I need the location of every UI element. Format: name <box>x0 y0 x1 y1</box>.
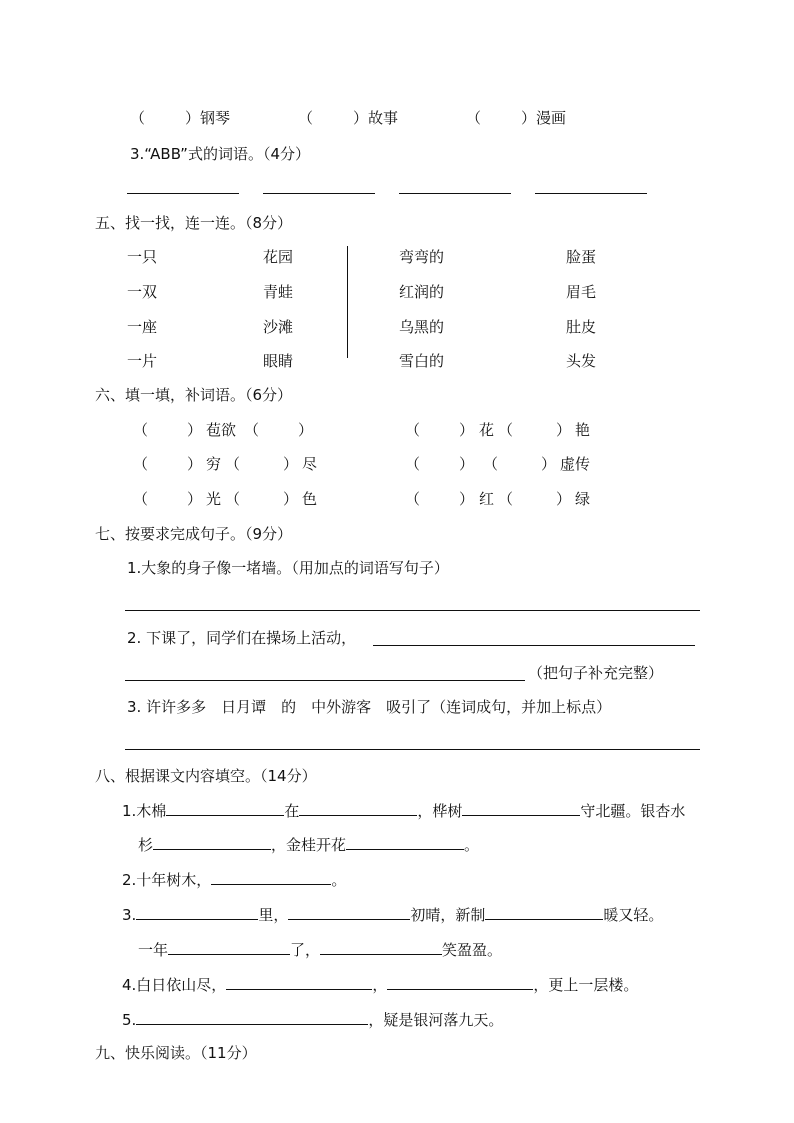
section6-heading: 六、填一填，补词语。（6分） <box>95 386 293 404</box>
section8-heading: 八、根据课文内容填空。（14分） <box>95 767 317 785</box>
blank-1b[interactable] <box>299 801 417 816</box>
match-noun-3: 沙滩 <box>263 318 294 336</box>
match-adj-1: 弯弯的 <box>399 248 445 266</box>
blank-5a[interactable] <box>168 940 290 955</box>
match-part-2: 眉毛 <box>566 283 597 301</box>
section7-heading: 七、按要求完成句子。（9分） <box>95 525 293 543</box>
recite-line-3: 2.十年树木， 。 <box>122 871 347 889</box>
abb-blank-3[interactable] <box>399 193 511 194</box>
blank-1a[interactable] <box>166 801 284 816</box>
match-divider <box>347 246 348 358</box>
abb-blank-2[interactable] <box>263 193 375 194</box>
recite-line-6: 4.白日依山尽， ， ，更上一层楼。 <box>122 976 639 994</box>
section5-heading: 五、找一找，连一连。（8分） <box>95 214 293 232</box>
blank-2b[interactable] <box>346 835 464 850</box>
answer-line-q2b[interactable] <box>125 680 525 681</box>
idiom-1b-b: 艳 <box>575 421 591 439</box>
recite-line-1: 1.木棉 在 ，桦树 守北疆。银杏水 <box>122 802 686 820</box>
blank-6b[interactable] <box>387 975 533 990</box>
abb-blank-1[interactable] <box>127 193 239 194</box>
blank-2a[interactable] <box>153 835 271 850</box>
fill-row-instruments: （ ）钢琴 <box>130 109 231 127</box>
answer-line-q3[interactable] <box>125 749 700 750</box>
blank-7a[interactable] <box>136 1010 368 1025</box>
blank-3a[interactable] <box>211 870 331 885</box>
word-piano: 钢琴 <box>200 109 231 127</box>
match-adj-2: 红润的 <box>399 283 445 301</box>
match-left-3: 一座 <box>127 318 158 336</box>
sentence-q3: 3. 许许多多 日月谭 的 中外游客 吸引了（连词成句，并加上标点） <box>127 698 612 716</box>
blank-1c[interactable] <box>462 801 580 816</box>
match-left-1: 一只 <box>127 248 158 266</box>
idiom-1a: 苞欲 <box>206 421 237 439</box>
idiom-2b: 虚传 <box>560 455 591 473</box>
match-part-3: 肚皮 <box>566 318 597 336</box>
idiom-3a-a: 光 <box>206 490 222 508</box>
abb-blank-4[interactable] <box>535 193 647 194</box>
blank-6a[interactable] <box>226 975 372 990</box>
answer-line-q1[interactable] <box>125 610 700 611</box>
match-adj-4: 雪白的 <box>399 352 445 370</box>
match-part-4: 头发 <box>566 352 597 370</box>
match-part-1: 脸蛋 <box>566 248 597 266</box>
blank-4a[interactable] <box>136 905 258 920</box>
recite-line-7: 5. ，疑是银河落九天。 <box>122 1011 504 1029</box>
match-noun-1: 花园 <box>263 248 294 266</box>
recite-line-5: 一年 了， 笑盈盈。 <box>138 941 503 959</box>
abb-prompt: 3.“ABB”式的词语。（4分） <box>130 145 310 163</box>
match-noun-4: 眼睛 <box>263 352 294 370</box>
blank-4c[interactable] <box>485 905 603 920</box>
blank-4b[interactable] <box>288 905 410 920</box>
match-left-4: 一片 <box>127 352 158 370</box>
match-left-2: 一双 <box>127 283 158 301</box>
sentence-q2: 2. 下课了，同学们在操场上活动， <box>127 629 357 647</box>
idiom-3b-b: 绿 <box>575 490 591 508</box>
sentence-q2-note: （把句子补充完整） <box>528 664 664 682</box>
match-noun-2: 青蛙 <box>263 283 294 301</box>
idiom-2a-b: 尽 <box>302 455 318 473</box>
word-story: 故事 <box>368 109 399 127</box>
idiom-3b-a: 红 <box>479 490 495 508</box>
blank-5b[interactable] <box>320 940 442 955</box>
idiom-3a-b: 色 <box>302 490 318 508</box>
section9-heading: 九、快乐阅读。（11分） <box>95 1044 257 1062</box>
idiom-2a-a: 穷 <box>206 455 222 473</box>
answer-line-q2a[interactable] <box>373 645 695 646</box>
word-comic: 漫画 <box>536 109 567 127</box>
idiom-1b-a: 花 <box>479 421 495 439</box>
recite-line-2: 杉 ，金桂开花 。 <box>138 836 480 854</box>
recite-line-4: 3. 里， 初晴，新制 暖又轻。 <box>122 906 664 924</box>
match-adj-3: 乌黑的 <box>399 318 445 336</box>
sentence-q1: 1.大象的身子像一堵墙。（用加点的词语写句子） <box>127 559 449 577</box>
